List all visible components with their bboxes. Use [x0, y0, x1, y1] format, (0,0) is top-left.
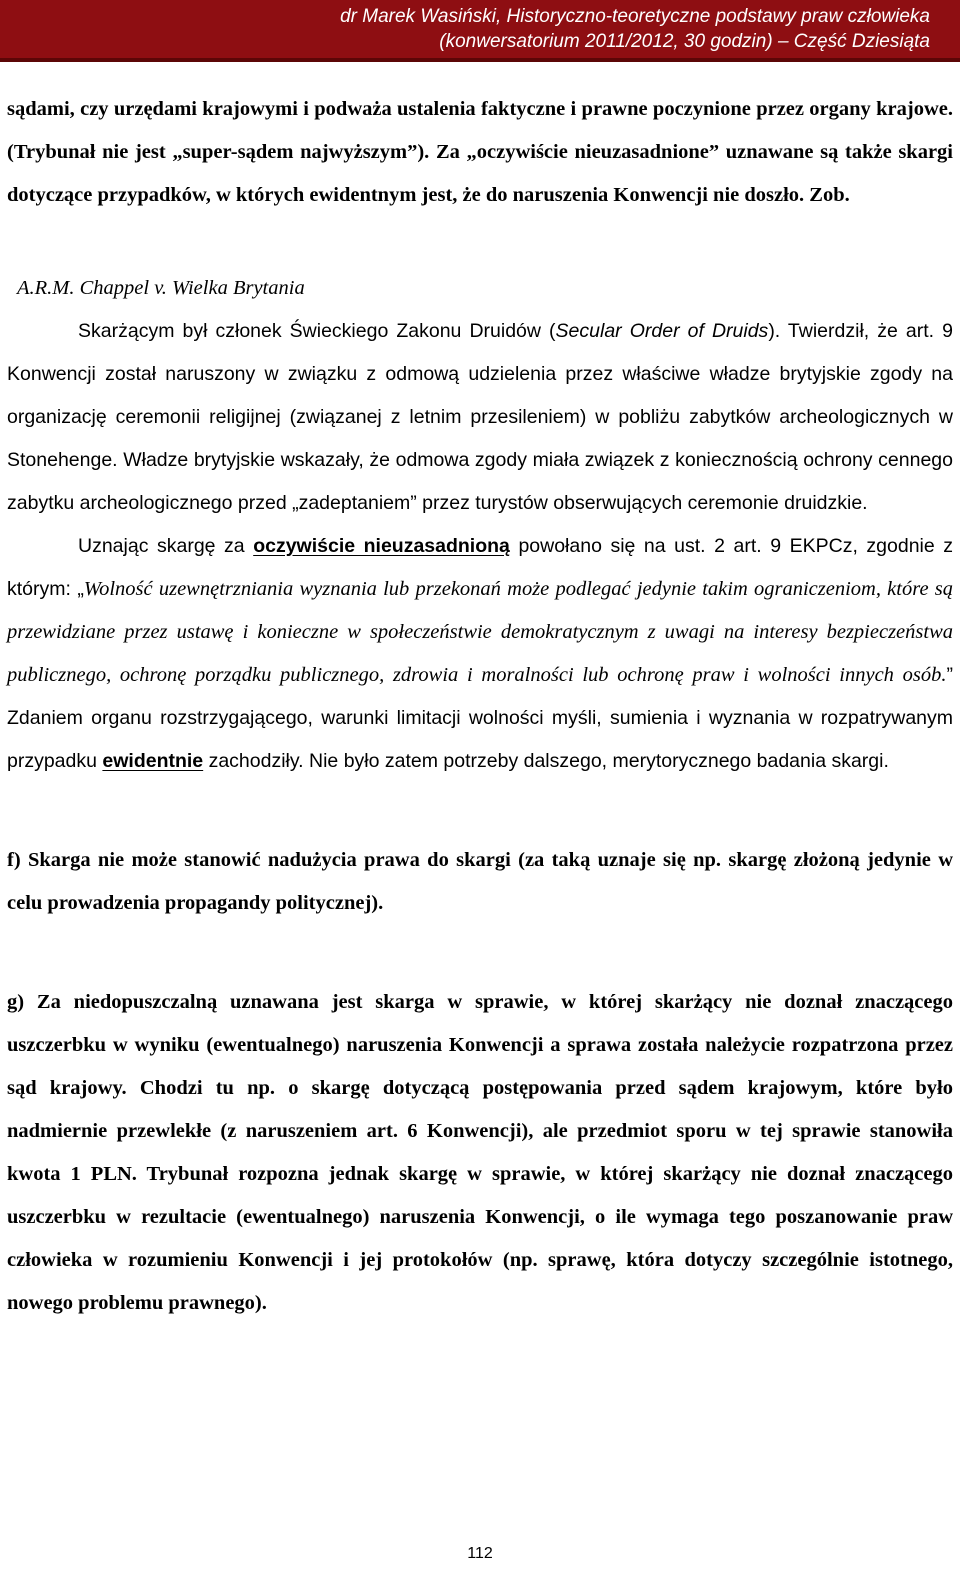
case-p2-text-d: zachodziły. Nie było zatem potrzeby dalszego, merytorycznego badania skargi. — [203, 750, 889, 772]
section-g — [7, 981, 953, 1325]
case-paragraph-2 — [7, 525, 953, 783]
spacer — [7, 783, 953, 839]
intro-paragraph — [7, 88, 953, 217]
header-title: dr Marek Wasiński, Historyczno-teoretyczne podstawy praw człowieka — [340, 6, 930, 27]
case-title: A.R.M. Chappel v. Wielka Brytania — [17, 277, 305, 299]
case-p2-text: Uznając skargę za — [78, 535, 254, 557]
case-p2-text-c: ” Zdaniem organu rozstrzygającego, warunki limitacji wolności myśli, sumienia i wyznania w rozpatrywanym przypadku — [7, 664, 953, 772]
page-number: 112 — [467, 1545, 493, 1562]
section-f-text: f) Skarga nie może stanowić nadużycia prawa do skargi (za taką uznaje się np. skargę złożoną jedynie w celu prowadzenia propagandy politycznej). — [7, 849, 953, 914]
case-p2-underline: oczywiście nieuzasadnioną — [253, 535, 510, 557]
section-g-text: g) Za niedopuszczalną uznawana jest skarga w sprawie, w której skarżący nie doznał znaczącego uszczerbku w wyniku (ewentualnego) naruszenia Konwencji a sprawa została należycie rozpatrzona przez sąd krajowy. Chodzi tu np. o skargę dotyczącą postępowania przed sądem krajowym, które było nadmiernie przewlekłe (z naruszeniem art. 6 Konwencji), ale przedmiot sporu w tej sprawie stanowiła kwota 1 PLN. Trybunał rozpozna jednak skargę w sprawie, w której skarżący nie doznał znaczącego uszczerbku w rezultacie (ewentualnego) naruszenia Konwencji, o ile wymaga tego poszanowanie praw człowieka w rozumieniu Konwencji i jej protokołów (np. sprawę, która dotyczy szczególnie istotnego, nowego problemu prawnego). — [7, 991, 953, 1314]
case-p1-italic: Secular Order of Druids — [555, 320, 769, 342]
case-p2-underline-2: ewidentnie — [102, 750, 204, 772]
spacer — [7, 925, 953, 981]
header-subtitle: (konwersatorium 2011/2012, 30 godzin) – Część Dziesiąta — [439, 31, 930, 52]
case-p2-quote: Wolność uzewnętrzniania wyznania lub przekonań może podlegać jedynie takim ograniczeniom, które są przewidziane przez ustawę i konieczne w społeczeństwie demokratycznym z uwagi na interesy bezpieczeństwa publicznego, ochronę porządku publicznego, zdrowia i moralności lub ochronę praw i wolności innych osób. — [7, 578, 953, 686]
case-p1-text: Skarżącym był członek Świeckiego Zakonu Druidów ( — [78, 320, 556, 342]
case-p2-text-b: powołano się na ust. 2 art. 9 EKPCz, zgodnie z którym: „ — [7, 535, 953, 600]
spacer — [7, 217, 953, 267]
case-paragraph-1 — [7, 310, 953, 525]
case-block — [7, 267, 953, 783]
page-header — [0, 0, 960, 62]
document-body — [7, 88, 953, 1325]
intro-text: sądami, czy urzędami krajowymi i podważa ustalenia faktyczne i prawne poczynione przez organy krajowe. (Trybunał nie jest „super-sądem najwyższym”). Za „oczywiście nieuzasadnione” uznawane są także skargi dotyczące przypadków, w których ewidentnym jest, że do naruszenia Konwencji nie doszło. Zob. — [7, 98, 953, 206]
section-f — [7, 839, 953, 925]
case-p1-text-b: ). Twierdził, że art. 9 Konwencji został naruszony w związku z odmową udzielenia przez właściwe władze brytyjskie zgody na organizację ceremonii religijnej (związanej z letnim przesileniem) w pobliżu zabytków archeologicznych w Stonehenge. Władze brytyjskie wskazały, że odmowa zgody miała związek z koniecznością ochrony cennego zabytku archeologicznego przed „zadeptaniem” przez turystów obserwujących ceremonie druidzkie. — [7, 320, 953, 514]
